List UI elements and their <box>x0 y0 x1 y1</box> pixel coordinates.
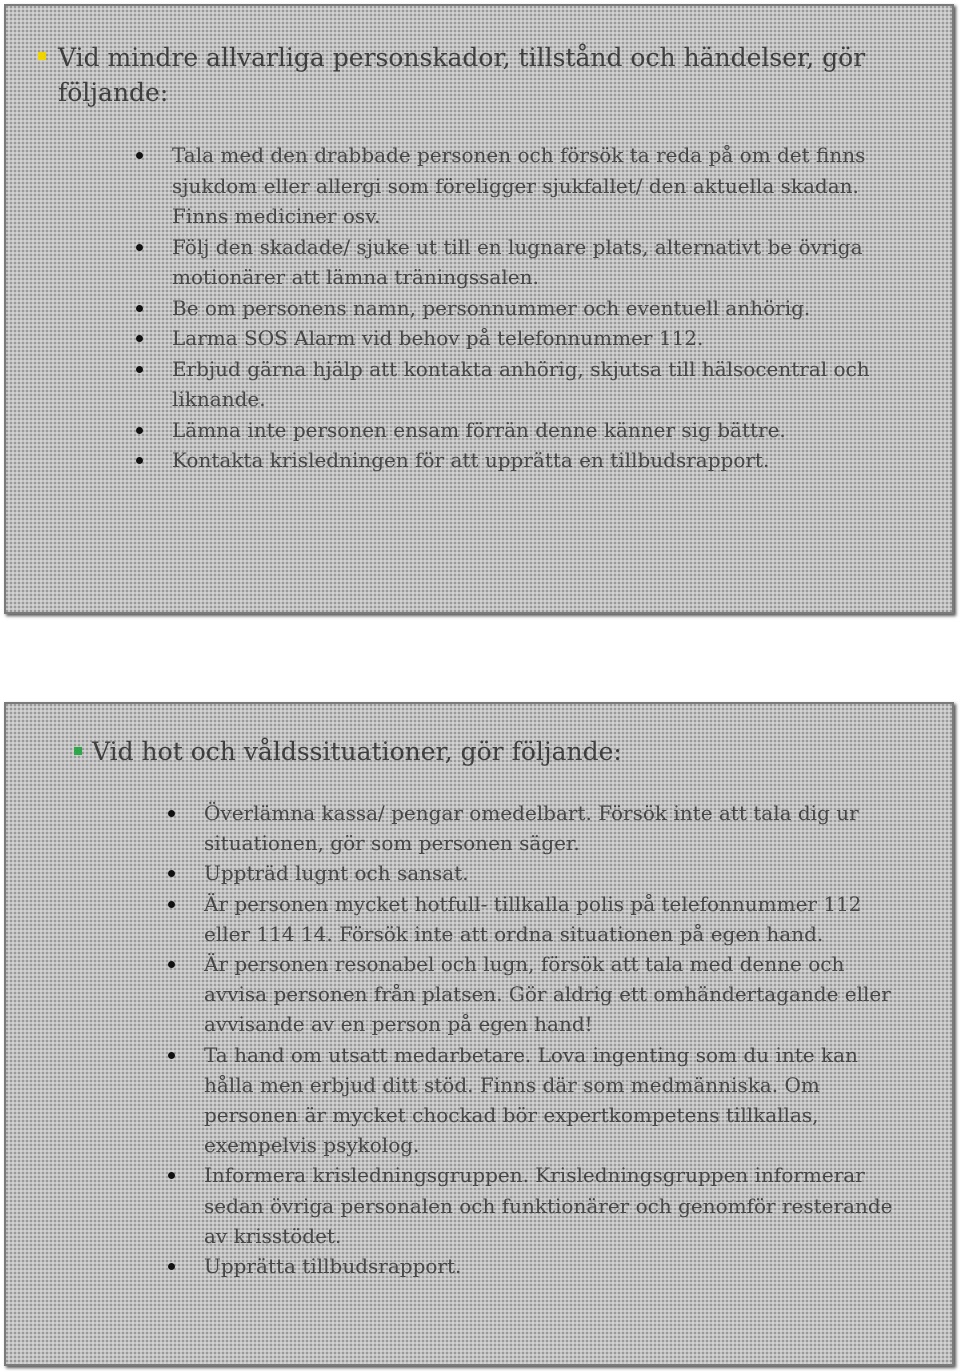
bullet-dot-icon <box>168 901 175 908</box>
bullet-dot-icon <box>168 961 175 968</box>
heading-text: Vid hot och våldssituationer, gör följande: <box>92 737 622 766</box>
slide-threats-violence <box>4 702 954 1366</box>
list-item <box>136 293 896 324</box>
bullet-dot-icon <box>168 810 175 817</box>
bullet-dot-icon <box>168 1052 175 1059</box>
list-item-text: Erbjud gärna hjälp att kontakta anhörig, skjutsa till hälsocentral och liknande. <box>172 356 870 411</box>
instruction-list <box>136 140 896 476</box>
slide-heading <box>38 40 898 110</box>
bullet-dot-icon <box>136 305 143 312</box>
list-item <box>136 323 896 354</box>
list-item <box>168 889 898 949</box>
list-item-text: Lämna inte personen ensam förrän denne känner sig bättre. <box>172 417 786 442</box>
instruction-list <box>168 798 898 1281</box>
slide-heading <box>74 734 894 769</box>
list-item <box>168 949 898 1040</box>
list-item <box>168 1160 898 1251</box>
list-item <box>136 232 896 293</box>
list-item <box>136 354 896 415</box>
list-item-text: Följ den skadade/ sjuke ut till en lugnare plats, alternativt be övriga motionärer att lämna träningssalen. <box>172 234 863 289</box>
list-item-text: Kontakta krisledningen för att upprätta en tillbudsrapport. <box>172 448 770 472</box>
list-item-text: Ta hand om utsatt medarbetare. Lova ingenting som du inte kan hålla men erbjud ditt stöd. Finns där som medmänniska. Om personen är mycket chockad bör expertkompetens tillkallas, exempelvis psykolog. <box>204 1042 858 1158</box>
list-item <box>136 445 896 476</box>
list-item-text: Uppträd lugnt och sansat. <box>204 861 469 886</box>
list-item-text: Upprätta tillbudsrapport. <box>204 1254 462 1279</box>
bullet-dot-icon <box>136 152 143 159</box>
list-item-text: Tala med den drabbade personen och försök ta reda på om det finns sjukdom eller allergi som föreligger sjukfallet/ den aktuella skadan. Finns mediciner osv. <box>172 143 866 228</box>
bullet-dot-icon <box>136 335 143 342</box>
bullet-dot-icon <box>168 1172 175 1179</box>
bullet-dot-icon <box>136 244 143 251</box>
list-item-text: Informera krisledningsgruppen. Krisledningsgruppen informerar sedan övriga personalen och funktionärer och genomför resterande av krisstödet. <box>204 1163 893 1248</box>
list-item-text: Be om personens namn, personnummer och eventuell anhörig. <box>172 295 811 320</box>
bullet-dot-icon <box>168 870 175 877</box>
bullet-dot-icon <box>168 1263 175 1270</box>
list-item <box>168 1251 898 1281</box>
list-item <box>136 140 896 232</box>
bullet-dot-icon <box>136 457 143 464</box>
list-item <box>168 1040 898 1161</box>
square-bullet-icon <box>38 52 46 60</box>
list-item <box>136 415 896 446</box>
bullet-dot-icon <box>136 427 143 434</box>
list-item <box>168 798 898 858</box>
slide-minor-injuries <box>4 4 954 614</box>
bullet-dot-icon <box>136 366 143 373</box>
list-item-text: Överlämna kassa/ pengar omedelbart. Försök inte att tala dig ur situationen, gör som personen säger. <box>204 801 859 856</box>
square-bullet-icon <box>74 747 82 755</box>
list-item-text: Är personen resonabel och lugn, försök att tala med denne och avvisa personen från platsen. Gör aldrig ett omhändertagande eller avvisande av en person på egen hand! <box>204 952 891 1037</box>
list-item-text: Larma SOS Alarm vid behov på telefonnummer 112. <box>172 326 704 350</box>
list-item <box>168 858 898 888</box>
list-item-text: Är personen mycket hotfull- tillkalla polis på telefonnummer 112 eller 114 14. Försök inte att ordna situationen på egen hand. <box>204 891 862 946</box>
heading-text: Vid mindre allvarliga personskador, tillstånd och händelser, gör följande: <box>58 43 866 107</box>
